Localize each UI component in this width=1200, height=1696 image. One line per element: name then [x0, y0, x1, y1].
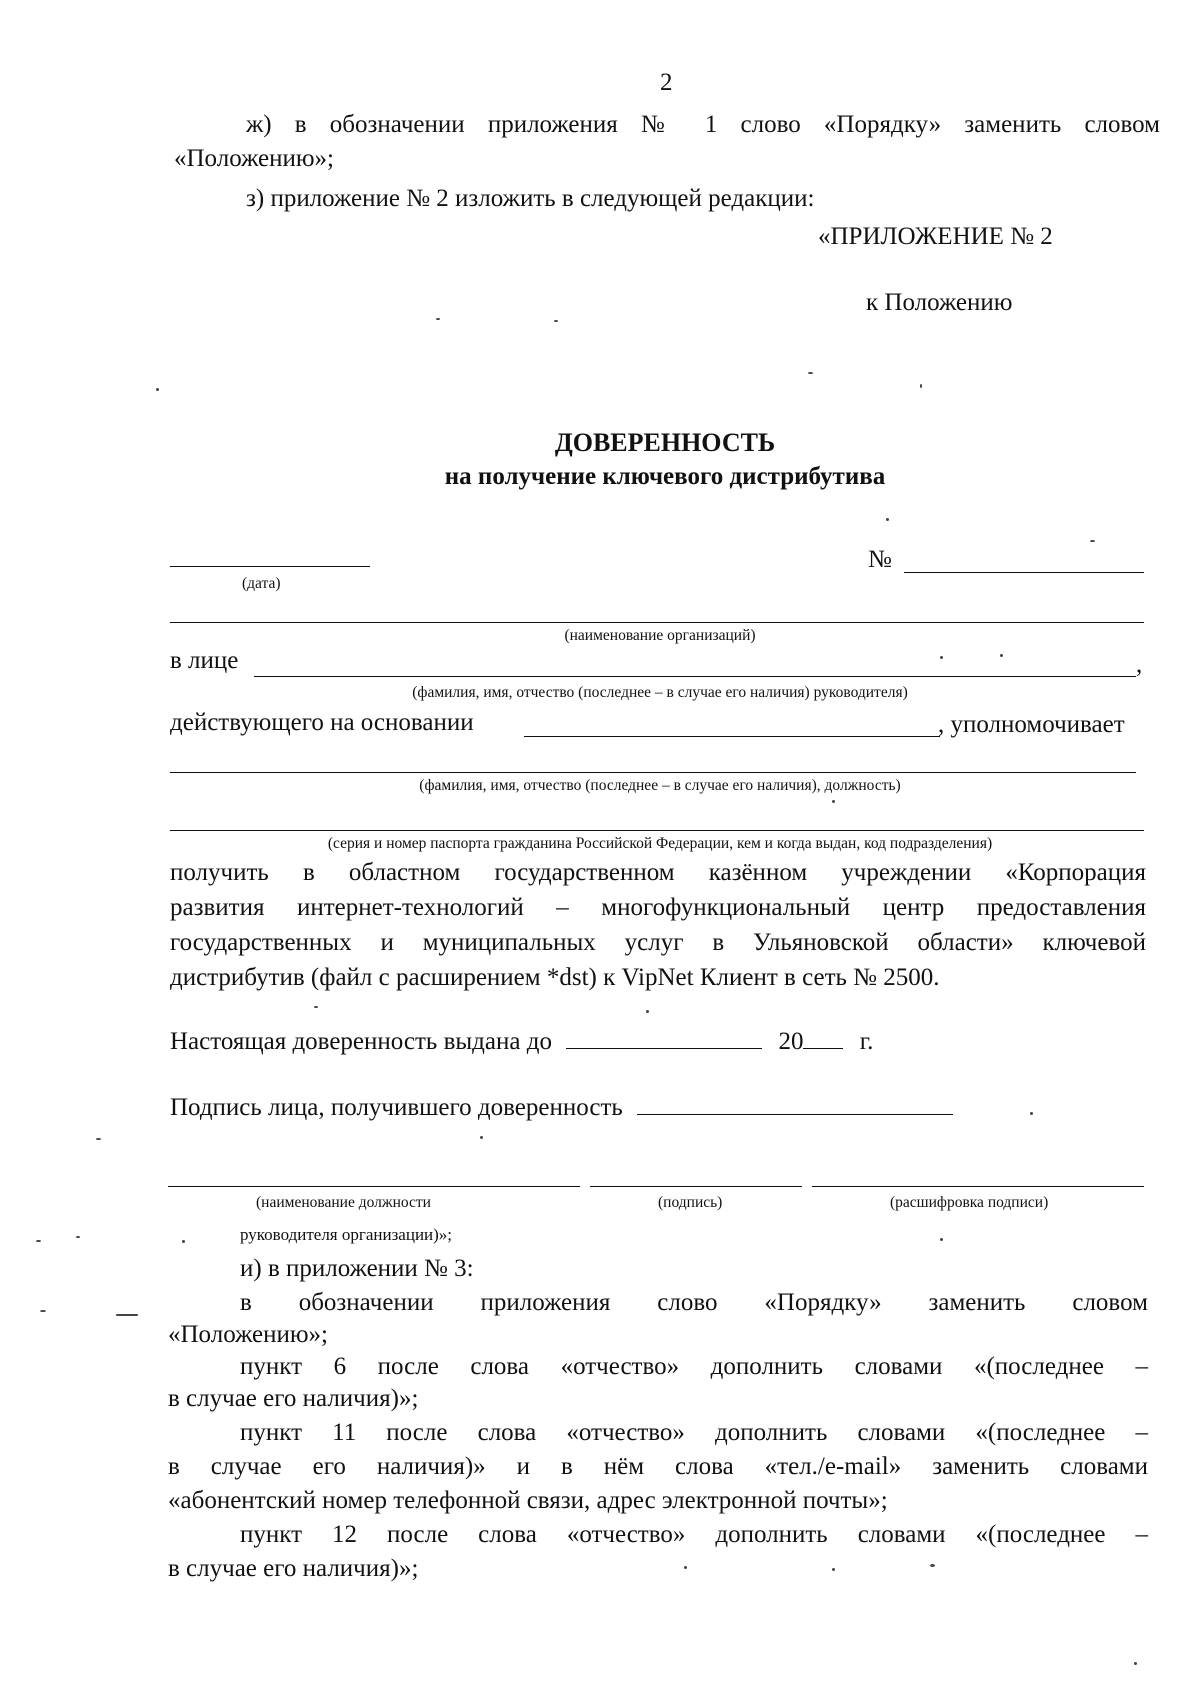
year-blank[interactable]	[803, 1026, 843, 1049]
page-number: 2	[660, 69, 673, 96]
trustee-caption: (фамилия, имя, отчество (последнее – в случае его наличия), должность)	[419, 777, 901, 794]
head-decoding-line[interactable]	[812, 1186, 1144, 1187]
scan-speck	[886, 518, 889, 521]
scan-speck	[480, 1136, 483, 1139]
head-caption: (фамилия, имя, отчество (последнее – в случае его наличия) руководителя)	[412, 684, 908, 701]
head-signature-line[interactable]	[590, 1186, 802, 1187]
number-sign: №	[868, 546, 892, 573]
scan-speck	[76, 1236, 80, 1238]
date-line[interactable]	[170, 566, 370, 567]
valid-until-date-blank[interactable]	[566, 1026, 762, 1049]
form-subtitle: на получение ключевого дистрибутива	[444, 463, 886, 490]
recipient-signature-blank[interactable]	[637, 1092, 953, 1115]
recipient-signature-row	[170, 1092, 953, 1123]
para-i-item2-line2: в случае его наличия)»;	[168, 1385, 419, 1412]
in-person-comma: ,	[1136, 651, 1143, 678]
para-i-item1-line2: «Положению»;	[168, 1321, 328, 1348]
passport-line[interactable]	[170, 830, 1144, 831]
item1-word: словом	[1072, 1289, 1148, 1316]
basis-line[interactable]	[524, 736, 940, 737]
scan-speck	[96, 1138, 101, 1140]
scan-speck	[436, 318, 440, 320]
year-prefix: 20	[778, 1028, 804, 1055]
para-i-intro: и) в приложении № 3:	[240, 1255, 474, 1282]
scan-speck	[1000, 654, 1003, 657]
org-line[interactable]	[170, 622, 1144, 623]
para-i-item3-line3: «абонентский номер телефонной связи, адрес электронной почты»;	[168, 1487, 888, 1514]
para-i-item2-line1: пункт 6 после слова «отчество» дополнить словами «(последнее –	[240, 1353, 1148, 1380]
item1-word: в	[240, 1289, 252, 1316]
scan-speck	[156, 388, 159, 391]
item1-word: приложения	[480, 1289, 611, 1316]
scan-speck	[554, 320, 558, 322]
para-zh-line1: ж) в обозначении приложения № 1 слово «Порядку» заменить словом	[246, 111, 1160, 138]
valid-until-label: Настоящая доверенность выдана до	[170, 1028, 552, 1055]
para-i-item1-line1	[240, 1288, 1148, 1318]
scan-speck	[40, 1310, 46, 1312]
scan-speck	[940, 656, 943, 659]
para-i-item3-line2: в случае его наличия)» и в нём слова «тел./e-mail» заменить словами	[168, 1453, 1148, 1480]
scan-speck	[116, 1314, 138, 1316]
scan-speck	[920, 384, 922, 388]
scan-speck	[182, 1240, 185, 1243]
sig-caption-position-cont: руководителя организации)»;	[240, 1225, 453, 1244]
scan-speck	[930, 1564, 935, 1567]
org-caption: (наименование организаций)	[564, 627, 756, 644]
item1-word: «Порядку»	[764, 1289, 882, 1316]
head-name-line[interactable]	[254, 676, 1136, 677]
scan-speck	[832, 1568, 835, 1571]
scan-speck	[1090, 540, 1095, 542]
head-position-line[interactable]	[168, 1186, 580, 1187]
acting-label: действующего на основании	[170, 709, 474, 736]
item1-word: обозначении	[298, 1289, 434, 1316]
para-i-item3-line1: пункт 11 после слова «отчество» дополнить словами «(последнее –	[240, 1419, 1148, 1446]
sig-caption-signature: (подпись)	[658, 1194, 723, 1211]
appendix-title: «ПРИЛОЖЕНИЕ № 2	[818, 223, 1053, 250]
scan-speck	[808, 372, 813, 374]
authorizes-label: , уполномочивает	[938, 711, 1125, 738]
date-caption: (дата)	[242, 575, 281, 592]
form-body-line-3: государственных и муниципальных услуг в Ульяновской области» ключевой	[170, 929, 1146, 956]
item1-word: слово	[657, 1289, 718, 1316]
form-body-line-2: развития интернет-технологий – многофункциональный центр предоставления	[170, 894, 1146, 921]
para-z: з) приложение № 2 изложить в следующей редакции:	[246, 185, 815, 212]
passport-caption: (серия и номер паспорта гражданина Российской Федерации, кем и когда выдан, код подразделения)	[327, 835, 993, 852]
scan-speck	[940, 1238, 943, 1241]
scan-speck	[314, 1006, 318, 1008]
scan-speck	[1134, 1662, 1137, 1665]
number-line[interactable]	[904, 572, 1144, 573]
in-person-label: в лице	[170, 647, 239, 674]
scan-speck	[1030, 1112, 1033, 1115]
appendix-subtitle: к Положению	[866, 289, 1013, 316]
para-zh-line2: «Положению»;	[174, 145, 334, 172]
item1-word: заменить	[928, 1289, 1026, 1316]
scan-speck	[646, 1010, 649, 1013]
scan-speck	[832, 800, 835, 803]
trustee-line[interactable]	[170, 772, 1136, 773]
para-i-item4-line2: в случае его наличия)»;	[168, 1555, 419, 1582]
form-body-line-1: получить в областном государственном казённом учреждении «Корпорация	[170, 859, 1146, 886]
valid-until-row	[170, 1026, 873, 1057]
sig-caption-position: (наименование должности	[256, 1194, 431, 1211]
form-title: ДОВЕРЕННОСТЬ	[554, 428, 776, 457]
year-suffix: г.	[859, 1028, 874, 1055]
scan-speck	[36, 1240, 41, 1242]
form-body-line-4: дистрибутив (файл с расширением *dst) к VipNet Клиент в сеть № 2500.	[170, 964, 940, 991]
scan-speck	[684, 1566, 687, 1569]
recipient-signature-label: Подпись лица, получившего доверенность	[170, 1094, 623, 1121]
para-i-item4-line1: пункт 12 после слова «отчество» дополнить словами «(последнее –	[240, 1521, 1148, 1548]
sig-caption-decoding: (расшифровка подписи)	[890, 1194, 1049, 1211]
